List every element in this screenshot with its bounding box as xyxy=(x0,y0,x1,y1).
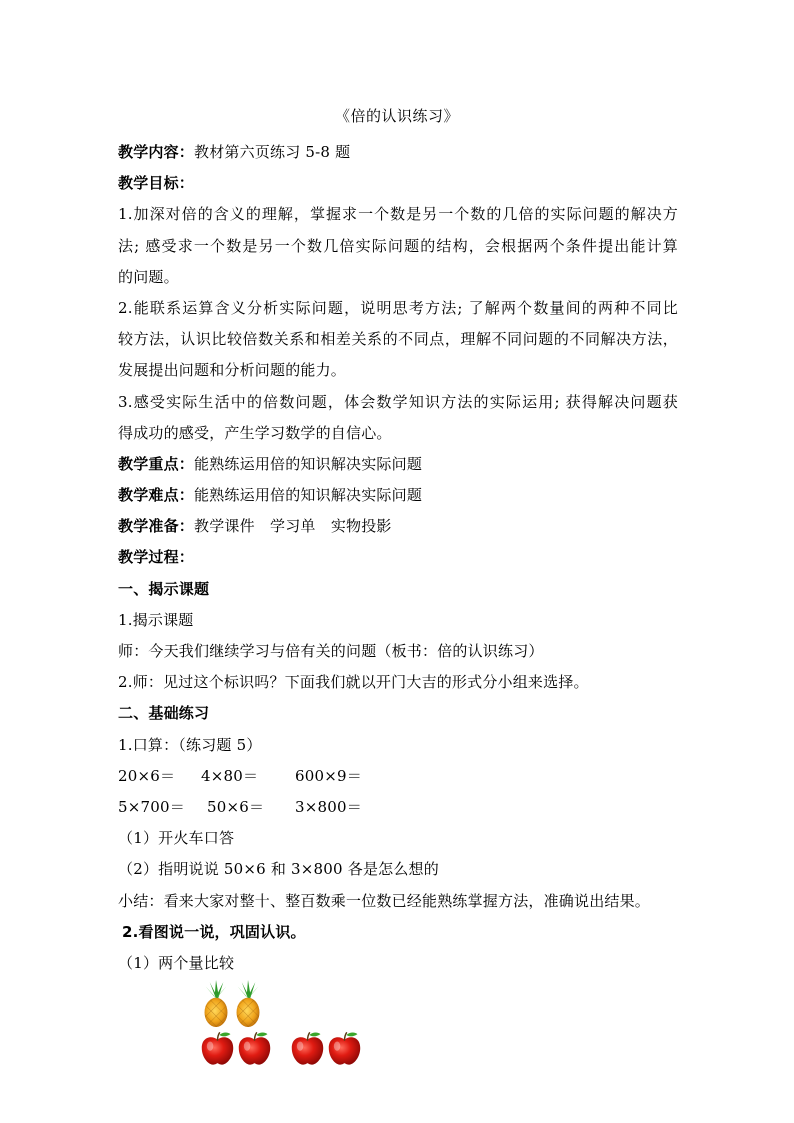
calc-2c: 3×800＝ xyxy=(295,797,362,816)
goal-2-line-2: 较方法，认识比较倍数关系和相差关系的不同点，理解不同问题的不同解决方法， xyxy=(118,330,678,349)
key-point-text: 能熟练运用倍的知识解决实际问题 xyxy=(194,454,423,473)
preparation-line xyxy=(118,511,678,542)
difficulty-label: 教学难点： xyxy=(118,486,195,505)
pineapple-icon xyxy=(232,980,264,1028)
goal-3-line-1: 3.感受实际生活中的倍数问题，体会数学知识方法的实际运用; 获得解决问题获 xyxy=(118,392,678,411)
document-title: 《倍的认识练习》 xyxy=(334,107,459,125)
teaching-content-line xyxy=(118,137,678,168)
pineapple-row xyxy=(200,980,264,1028)
teaching-goals-label: 教学目标： xyxy=(118,174,195,193)
key-point-line xyxy=(118,449,678,480)
apple-icon xyxy=(199,1028,236,1068)
sub-item-3: （1）两个量比较 xyxy=(118,953,235,972)
apple-icon xyxy=(289,1028,326,1068)
calc-1b: 4×80＝ xyxy=(201,766,259,785)
section-2-item-2: 2.看图说一说，巩固认识。 xyxy=(122,922,306,941)
calc-1a: 20×6＝ xyxy=(118,766,176,785)
key-point-label: 教学重点： xyxy=(118,454,195,473)
apple-row xyxy=(199,1028,363,1068)
process-label: 教学过程： xyxy=(118,548,195,567)
pineapple-icon xyxy=(200,980,232,1028)
difficulty-text: 能熟练运用倍的知识解决实际问题 xyxy=(194,486,423,505)
preparation-text: 教学课件 学习单 实物投影 xyxy=(194,517,392,536)
teaching-content-label: 教学内容： xyxy=(118,143,195,161)
section-1-item-2: 2.师：见过这个标识吗？下面我们就以开门大吉的形式分小组来选择。 xyxy=(118,673,589,692)
goal-3-line-2: 得成功的感受，产生学习数学的自信心。 xyxy=(118,423,392,442)
summary-line: 小结：看来大家对整十、整百数乘一位数已经能熟练掌握方法，准确说出结果。 xyxy=(118,891,651,910)
document-body xyxy=(118,137,678,979)
calc-2a: 5×700＝ xyxy=(118,797,185,816)
section-1-heading: 一、揭示课题 xyxy=(118,579,210,598)
goal-1-line-3: 的问题。 xyxy=(118,267,179,286)
goal-1-line-1: 1.加深对倍的含义的理解，掌握求一个数是另一个数的几倍的实际问题的解决方 xyxy=(118,205,678,224)
section-1-teacher-line: 师：今天我们继续学习与倍有关的问题（板书：倍的认识练习） xyxy=(118,642,544,660)
apple-icon xyxy=(326,1028,363,1068)
sub-item-1: （1）开火车口答 xyxy=(118,829,235,848)
calc-row-2 xyxy=(118,792,678,823)
section-1-item-1: 1.揭示课题 xyxy=(118,610,194,629)
preparation-label: 教学准备： xyxy=(118,517,195,536)
goal-2-line-3: 发展提出问题和分析问题的能力。 xyxy=(118,361,347,380)
section-2-heading: 二、基础练习 xyxy=(118,704,210,723)
goal-1-line-2: 法; 感受求一个数是另一个数几倍实际问题的结构，会根据两个条件提出能计算 xyxy=(118,236,678,255)
section-2-item-1: 1.口算：（练习题 5） xyxy=(118,735,262,754)
calc-row-1 xyxy=(118,761,678,792)
difficulty-line xyxy=(118,480,678,511)
teaching-content-text: 教材第六页练习 5-8 题 xyxy=(194,143,351,161)
sub-item-2: （2）指明说说 50×6 和 3×800 各是怎么想的 xyxy=(118,860,439,879)
goal-2-line-1: 2.能联系运算含义分析实际问题，说明思考方法; 了解两个数量间的两种不同比 xyxy=(118,298,678,317)
apple-icon xyxy=(236,1028,273,1068)
calc-2b: 50×6＝ xyxy=(207,797,265,816)
calc-1c: 600×9＝ xyxy=(295,766,362,785)
